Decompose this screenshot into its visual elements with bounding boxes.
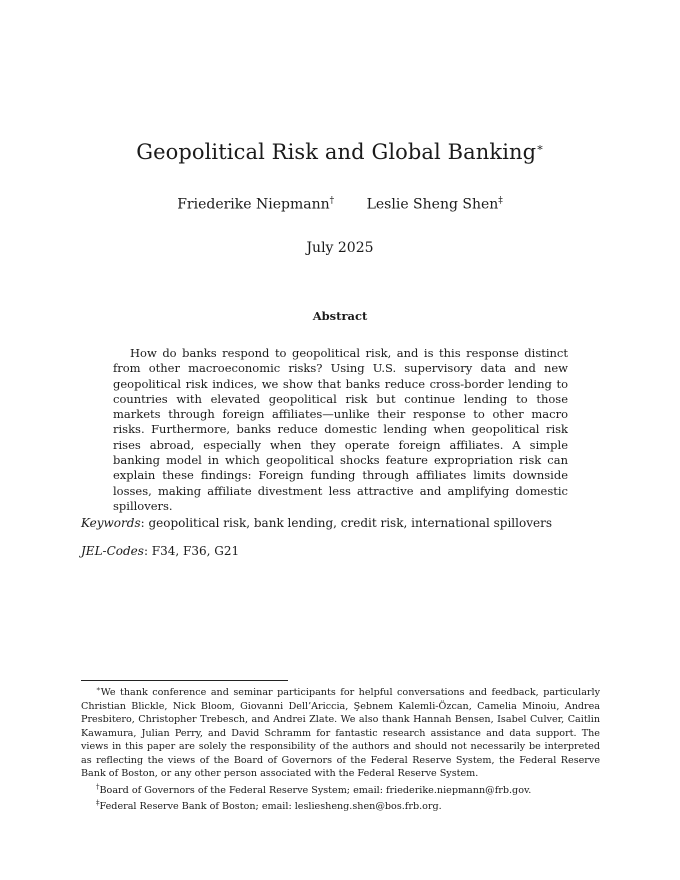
- jel-text: : F34, F36, G21: [143, 544, 240, 558]
- paper-date: July 2025: [306, 240, 374, 256]
- footnote-2-text: Board of Governors of the Federal Reserve System; email: friederike.niepmann@frb.gov.: [99, 784, 532, 796]
- author-1-name: Friederike Niepmann: [177, 196, 330, 213]
- footnote-1-text: We thank conference and seminar participants for helpful conversations and feedback, particularly Christian Blickle, Nick Bloom, Giovanni Dell’Ariccia, Şebnem Kalemli-Özcan, Camelia Minoiu, Andrea Presbitero, Christopher Trebesch, and Andrei Zlate. We also thank Hannah Bensen, Isabel Culver, Caitlin Kawamura, Julian Perry, and David Schramm for fantastic research assistance and data support. The views in this paper are solely the responsibility of the authors and should not necessarily be interpreted as reflecting the views of the Board of Governors of the Federal Reserve System, the Federal Reserve Bank of Boston, or any other person associated with the Federal Reserve System.: [81, 687, 600, 780]
- abstract-body: How do banks respond to geopolitical risk, and is this response distinct from other macroeconomic risks? Using U.S. supervisory data and new geopolitical risk indices, we show that banks reduce cross-border lending to countries with elevated geopolitical risk but continue lending to those markets through foreign affiliates—unlike their response to other macro risks. Furthermore, banks reduce domestic lending when geopolitical risk rises abroad, especially when they operate foreign affiliates. A simple banking model in which geopolitical shocks feature expropriation risk can explain these findings: Foreign funding through affiliates limits downside losses, making affiliate divestment less attractive and amplifying domestic spillovers.: [113, 346, 568, 513]
- abstract-heading: Abstract: [312, 309, 368, 323]
- keywords-line: [81, 516, 601, 530]
- keywords-label: Keywords: [81, 516, 141, 530]
- paper-title-text: Geopolitical Risk and Global Banking: [136, 140, 537, 164]
- footnote-acknowledgements: [81, 683, 600, 781]
- footnote-author-2: [81, 797, 600, 814]
- author-1-mark[interactable]: †: [329, 196, 335, 206]
- author-2: [367, 196, 503, 213]
- paper-title: [0, 140, 680, 164]
- footnote-divider: [81, 680, 288, 681]
- author-1: [177, 196, 334, 213]
- footnote-2-mark: †: [96, 782, 100, 791]
- author-2-mark[interactable]: ‡: [498, 196, 503, 206]
- author-list: [0, 196, 680, 213]
- footnotes: [81, 683, 600, 814]
- title-footnote-mark[interactable]: ∗: [536, 141, 544, 154]
- footnote-1-mark: ∗: [96, 685, 101, 693]
- keywords-text: : geopolitical risk, bank lending, credit risk, international spillovers: [140, 516, 552, 530]
- footnote-author-1: [81, 781, 600, 798]
- jel-codes-line: [81, 544, 601, 558]
- footnote-3-text: Federal Reserve Bank of Boston; email: lesliesheng.shen@bos.frb.org.: [99, 801, 442, 813]
- jel-label: JEL-Codes: [81, 544, 144, 558]
- author-2-name: Leslie Sheng Shen: [366, 196, 499, 213]
- footnote-3-mark: ‡: [96, 799, 100, 808]
